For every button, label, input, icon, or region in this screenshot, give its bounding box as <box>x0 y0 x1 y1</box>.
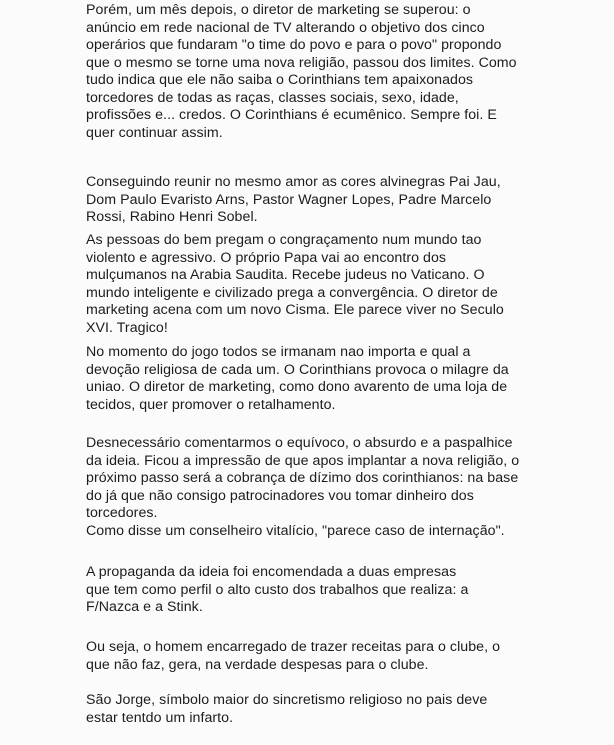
paragraph-2: Conseguindo reunir no mesmo amor as cores alvinegras Pai Jau, Dom Paulo Evaristo Arns, Pastor Wagner Lopes, Padre Marcelo Rossi, Rabino Henri Sobel. <box>86 174 501 225</box>
paragraph-5: Desnecessário comentarmos o equívoco, o absurdo e a paspalhice da ideia. Ficou a impressão de que apos implantar a nova religião, o próximo passo será a cobrança de dízimo dos corinthianos: na base do já que não consigo patrocinadores vou tomar dinheiro dos torcedores. Como disse um conselheiro vitalício, "parece caso de internação". <box>86 435 520 539</box>
paragraph-6: A propaganda da ideia foi encomendada a duas empresas que tem como perfil o alto custo dos trabalhos que realiza: a F/Nazca e a Stink. <box>86 564 469 615</box>
paragraph-8: São Jorge, símbolo maior do sincretismo religioso no pais deve estar tentdo um infarto. <box>86 692 488 726</box>
paragraph-3: As pessoas do bem pregam o congraçamento num mundo tao violento e agressivo. O próprio Papa vai ao encontro dos mulçumanos na Arabia Saudita. Recebe judeus no Vaticano. O mundo inteligente e civilizado prega a convergência. O diretor de marketing acena com um novo Cisma. Ele parece viver no Seculo XVI. Tragico! <box>86 232 504 336</box>
paragraph-7: Ou seja, o homem encarregado de trazer receitas para o clube, o que não faz, gera, na verdade despesas para o clube. <box>86 639 501 673</box>
paragraph-4: No momento do jogo todos se irmanam nao importa e qual a devoção religiosa de cada um. O Corinthians provoca o milagre da uniao. O diretor de marketing, como dono avarento de uma loja de tecidos, quer promover o retalhamento. <box>86 344 509 413</box>
paragraph-1: Porém, um mês depois, o diretor de marketing se superou: o anúncio em rede nacional de TV alterando o objetivo dos cinco operários que fundaram "o time do povo e para o povo" propondo que o mesmo se torne uma nova religião, passou dos limites. Como tudo indica que ele não saiba o Corinthians tem apaixonados torcedores de todas as raças, classes sociais, sexo, idade, profissões e... credos. O Corinthians é ecumênico. Sempre foi. E quer continuar assim. <box>86 2 517 141</box>
